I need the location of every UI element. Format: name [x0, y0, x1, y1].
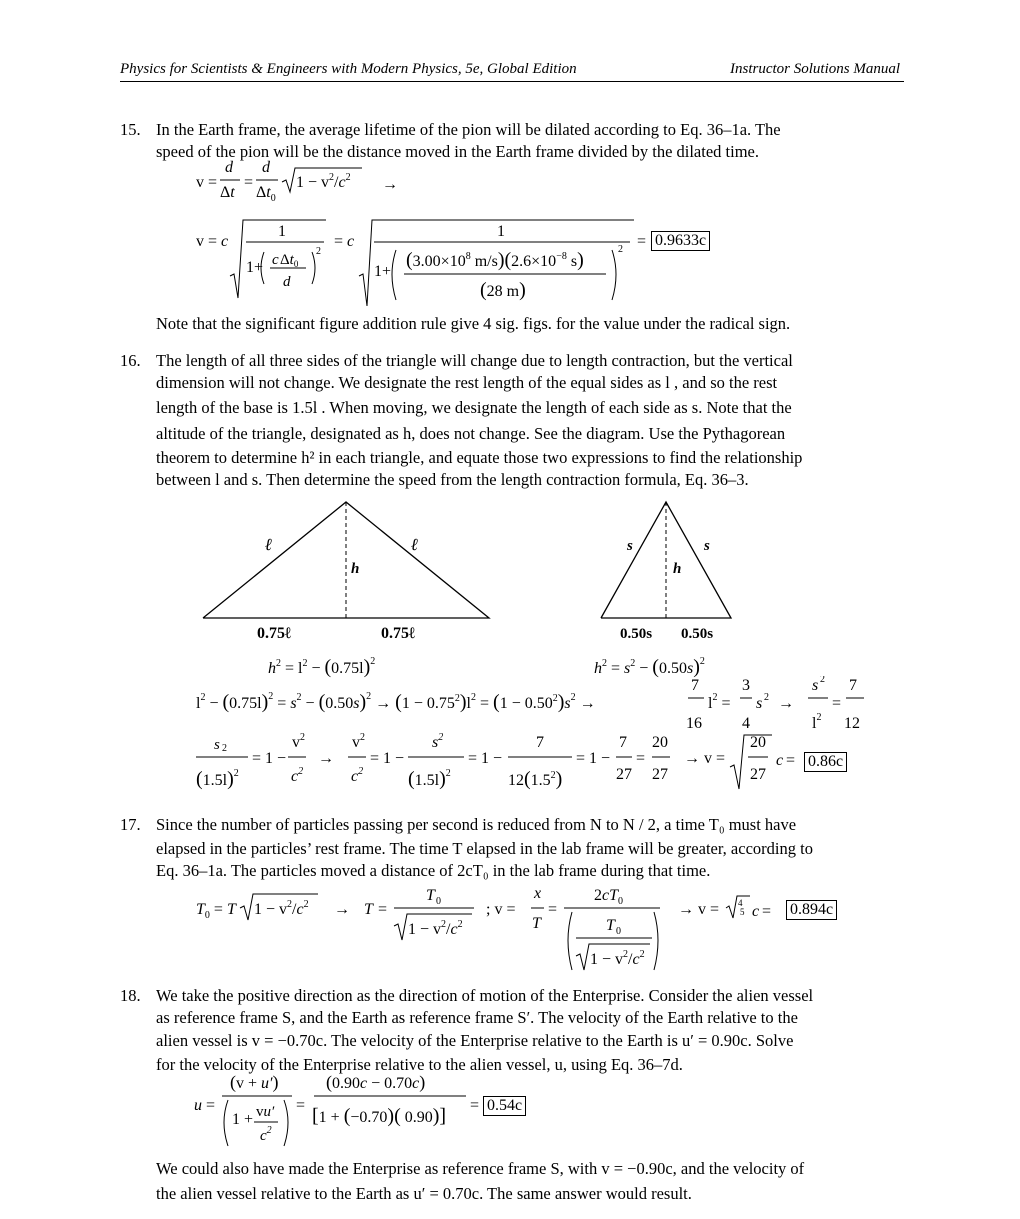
problem-16-number: 16. — [120, 351, 141, 370]
svg-text:l2 =: $l^2$ = — [708, 692, 731, 712]
svg-text:0: 0 — [616, 926, 621, 937]
problem-17-answer: 0.894c — [786, 900, 837, 920]
problem-17-line-3: Eq. 36–1a. The particles moved a distance of 2cT₀ in the lab frame during that time. — [156, 861, 711, 880]
svg-text:v = c: v = c — [196, 233, 229, 250]
rest-height-label: h — [351, 561, 360, 577]
problem-18-line-4: for the velocity of the Enterprise relative to the alien vessel, u, using Eq. 36–7d. — [156, 1055, 683, 1074]
svg-text:27: 27 — [652, 766, 668, 783]
svg-text:(0.90c − 0.70c): (0.90c − 0.70c) — [326, 1072, 426, 1092]
svg-text:=: = — [206, 1097, 216, 1114]
svg-text:= 1 −: = 1 − — [252, 750, 287, 767]
svg-text:→: → — [382, 176, 398, 193]
moving-base-right-label: 0.50s — [681, 626, 714, 642]
svg-text:1 − v2/c2: $1 - v^2/c^2$ — [590, 949, 645, 968]
svg-text:=: = — [548, 901, 558, 918]
problem-18-answer: 0.54c — [483, 1096, 526, 1116]
svg-text:x: x — [534, 885, 542, 902]
problem-15-line-2: speed of the pion will be the distance moved in the Earth frame divided by the dilated time. — [156, 142, 759, 161]
svg-text:3: 3 — [742, 677, 750, 694]
svg-text:1+: 1+ — [246, 259, 264, 276]
equation-1-render — [194, 160, 414, 210]
problem-18-line-2: as reference frame S, and the Earth as reference frame S′. The velocity of the Earth relative to the — [156, 1008, 798, 1027]
svg-text:20: 20 — [652, 734, 668, 751]
svg-text:T: T — [364, 901, 373, 918]
svg-text:c: c — [272, 252, 279, 268]
svg-text:s: s — [214, 737, 220, 753]
moving-left-side-label: s — [627, 538, 633, 554]
svg-text:=: = — [636, 750, 646, 767]
svg-text:1+: 1+ — [374, 263, 392, 280]
svg-text:7: 7 — [619, 734, 627, 751]
svg-text:v2: $v^2$ — [352, 732, 365, 751]
problem-17-line-1: Since the number of particles passing per second is reduced from N to N / 2, a time T₀ must have — [156, 815, 797, 834]
moving-base-left-label: 0.50s — [620, 626, 653, 642]
svg-text:(3.00×108 m/s)(2.6×10−8 s): ($3.00\times 10^8$ $m/s)(2.6\times 10^{-8}$ s) — [406, 249, 584, 271]
svg-text:u: u — [194, 1097, 202, 1114]
svg-text:2: 2 — [820, 676, 825, 685]
problem-18-line-3: alien vessel is v = −0.70c. The velocity of the Enterprise relative to the Earth is u′ = 0.90c. Solve — [156, 1031, 794, 1050]
problem-16-line-6: between l and s. Then determine the speed from the length contraction formula, Eq. 36–3. — [156, 470, 749, 489]
moving-right-side-label: s — [704, 538, 710, 554]
svg-text:Δt: Δt — [220, 184, 235, 201]
svg-text:→: → — [334, 901, 350, 918]
svg-text:5: 5 — [740, 907, 745, 917]
svg-text:s: s — [756, 695, 763, 712]
svg-text:c: c — [752, 903, 760, 920]
svg-text:Δt0: $\Delta t_0$ — [280, 252, 299, 269]
svg-text:0: 0 — [436, 896, 441, 907]
svg-text:1 − v2/c2: $1 - v^2/c^2$ — [408, 919, 463, 938]
svg-text:2: 2 — [618, 244, 623, 255]
svg-text:12(1.52): $12(1.5^2)$ — [508, 768, 563, 790]
rest-base-right-label: 0.75ℓ — [381, 625, 415, 642]
svg-text:1 − v2/c2: $1 - v^2/c^2$ — [296, 172, 351, 191]
svg-text:; v =: ; v = — [486, 901, 516, 918]
problem-18-closing-2: the alien vessel relative to the Earth as u′ = 0.70c. The same answer would result. — [156, 1184, 692, 1203]
svg-text:= 1 −: = 1 − — [576, 750, 611, 767]
equation-2-render — [194, 214, 724, 310]
svg-text:=: = — [786, 752, 796, 769]
svg-text:c2: $c^2$ — [291, 766, 304, 785]
header-manual-title: Instructor Solutions Manual — [729, 61, 900, 77]
svg-text:= 1 −: = 1 − — [370, 750, 405, 767]
equation-16-2-render — [194, 676, 874, 736]
svg-text:20: 20 — [750, 734, 766, 751]
problem-16-line-5: theorem to determine h² in each triangle, and equate those two expressions to find the relationship — [156, 448, 803, 467]
problem-18-line-1: We take the positive direction as the direction of motion of the Enterprise. Consider the alien vessel — [156, 986, 814, 1005]
svg-text:4: 4 — [738, 898, 743, 908]
svg-text:=: = — [637, 233, 647, 250]
equation-17-render — [194, 882, 794, 974]
svg-text:(v + u′): (v + u′) — [230, 1072, 279, 1092]
svg-text:d: d — [283, 274, 291, 290]
svg-text:→ v =: → v = — [678, 901, 720, 918]
svg-text:d: d — [262, 160, 270, 176]
svg-text:T0 = T: $T_0 = T$ — [196, 901, 236, 921]
problem-17-number: 17. — [120, 815, 141, 834]
problem-15-note: Note that the significant figure addition rule give 4 sig. figs. for the value under the radical sign. — [156, 314, 791, 333]
svg-text:c2: $c^2$ — [351, 766, 364, 785]
triangle-diagrams — [195, 496, 735, 644]
svg-text:h2 = l2 − (0.75l)2: $h^2 = l^2 - (0.75l)^2$ — [268, 656, 376, 678]
svg-text:1: 1 — [278, 223, 286, 240]
svg-text:=: = — [378, 901, 388, 918]
rest-right-side-label: ℓ — [411, 535, 419, 554]
svg-text:l2: $l^2$ — [812, 712, 822, 732]
svg-text:→ v =: → v = — [684, 750, 726, 767]
svg-text:7: 7 — [849, 677, 857, 694]
problem-15-answer: 0.9633c — [651, 231, 710, 251]
svg-text:=: = — [244, 174, 254, 191]
svg-text:2: 2 — [316, 246, 321, 257]
svg-text:vu′: vu′ — [256, 1104, 275, 1120]
svg-text:→: → — [778, 695, 794, 712]
problem-15-equation-2 — [194, 214, 724, 315]
problem-16-line-4: altitude of the triangle, designated as h, does not change. See the diagram. Use the Pythagorean — [156, 424, 786, 443]
problem-18-number: 18. — [120, 986, 141, 1005]
svg-text:v2: $v^2$ — [292, 732, 305, 751]
svg-text:v =: v = — [196, 174, 218, 191]
svg-text:2: 2 — [222, 743, 227, 754]
svg-text:c: c — [776, 752, 784, 769]
svg-text:[1 + (−0.70)( 0.90)]: [1 + (−0.70)( 0.90)] — [312, 1105, 447, 1127]
svg-text:c2: $c^2$ — [260, 1125, 272, 1144]
problem-16-line-2: dimension will not change. We designate the rest length of the equal sides as l , and so the rest — [156, 373, 778, 392]
svg-text:=: = — [762, 903, 772, 920]
svg-text:=: = — [470, 1097, 480, 1114]
problem-15-line-1: In the Earth frame, the average lifetime of the pion will be dilated according to Eq. 36–1a. The — [156, 120, 781, 139]
svg-text:1 − v2/c2: $1 - v^2/c^2$ — [254, 899, 309, 918]
equation-18-render — [194, 1072, 494, 1154]
svg-text:(28 m): (28 m) — [480, 279, 526, 301]
moving-height-label: h — [673, 561, 682, 577]
svg-text:1 +: 1 + — [232, 1111, 254, 1128]
problem-15-equation-1 — [194, 160, 414, 215]
svg-text:=: = — [832, 695, 842, 712]
svg-text:2cT0: $2cT_0$ — [594, 887, 623, 907]
svg-text:= c: = c — [334, 233, 355, 250]
svg-text:2: 2 — [764, 692, 769, 703]
svg-text:=: = — [296, 1097, 306, 1114]
moving-triangle — [601, 502, 731, 642]
problem-15-number: 15. — [120, 120, 141, 139]
problem-16-equation-3 — [194, 731, 854, 802]
svg-text:(1.5l)2: $(1.5l)^2$ — [196, 768, 239, 790]
problem-17-equation — [194, 882, 794, 979]
rest-left-side-label: ℓ — [265, 535, 273, 554]
svg-text:27: 27 — [616, 766, 632, 783]
svg-text:T: T — [426, 887, 435, 904]
rest-base-left-label: 0.75ℓ — [257, 625, 291, 642]
svg-text:l2 − (0.75l)2 = s2 − (0.50s)2: $l^2 - (0.75l)^2 = s^2 - (0.50s)^2 \to (1 - 0.75^2)l^2 = (1 - 0.50^2)s^2$ → — [196, 691, 596, 713]
svg-text:4: 4 — [742, 715, 750, 732]
svg-text:→: → — [318, 750, 334, 767]
problem-17-line-2: elapsed in the particles’ rest frame. The time T elapsed in the lab frame will be greater, according to — [156, 839, 813, 858]
svg-text:T: T — [532, 915, 541, 932]
svg-text:s: s — [812, 677, 819, 694]
equation-16-3-render — [194, 731, 854, 797]
svg-text:d: d — [225, 160, 233, 176]
header-book-title: Physics for Scientists & Engineers with Modern Physics, 5e, Global Edition — [120, 61, 577, 77]
svg-text:7: 7 — [536, 734, 544, 751]
svg-text:(1.5l)2: $(1.5l)^2$ — [408, 768, 451, 790]
svg-text:12: 12 — [844, 715, 860, 732]
svg-text:7: 7 — [691, 677, 699, 694]
problem-18-closing-1: We could also have made the Enterprise as reference frame S, with v = −0.90c, and the velocity of — [156, 1159, 805, 1178]
svg-text:= 1 −: = 1 − — [468, 750, 503, 767]
svg-text:h2 = s2 − (0.50s)2: $h^2 = s^2 - (0.50s)^2$ — [594, 656, 705, 678]
problem-18-equation — [194, 1072, 494, 1159]
svg-text:27: 27 — [750, 766, 766, 783]
svg-text:Δt0: $\Delta t_0$ — [256, 184, 276, 204]
svg-text:T: T — [606, 917, 615, 934]
svg-text:s2: $s^2$ — [432, 732, 444, 751]
svg-text:16: 16 — [686, 715, 702, 732]
problem-16-answer: 0.86c — [804, 752, 847, 772]
svg-text:1: 1 — [497, 223, 505, 240]
problem-16-line-1: The length of all three sides of the triangle will change due to length contraction, but the vertical — [156, 351, 793, 370]
problem-16-line-3: length of the base is 1.5l . When moving, we designate the length of each side as s. Note that the — [156, 398, 792, 417]
page-header — [120, 59, 904, 82]
rest-triangle — [203, 502, 489, 642]
